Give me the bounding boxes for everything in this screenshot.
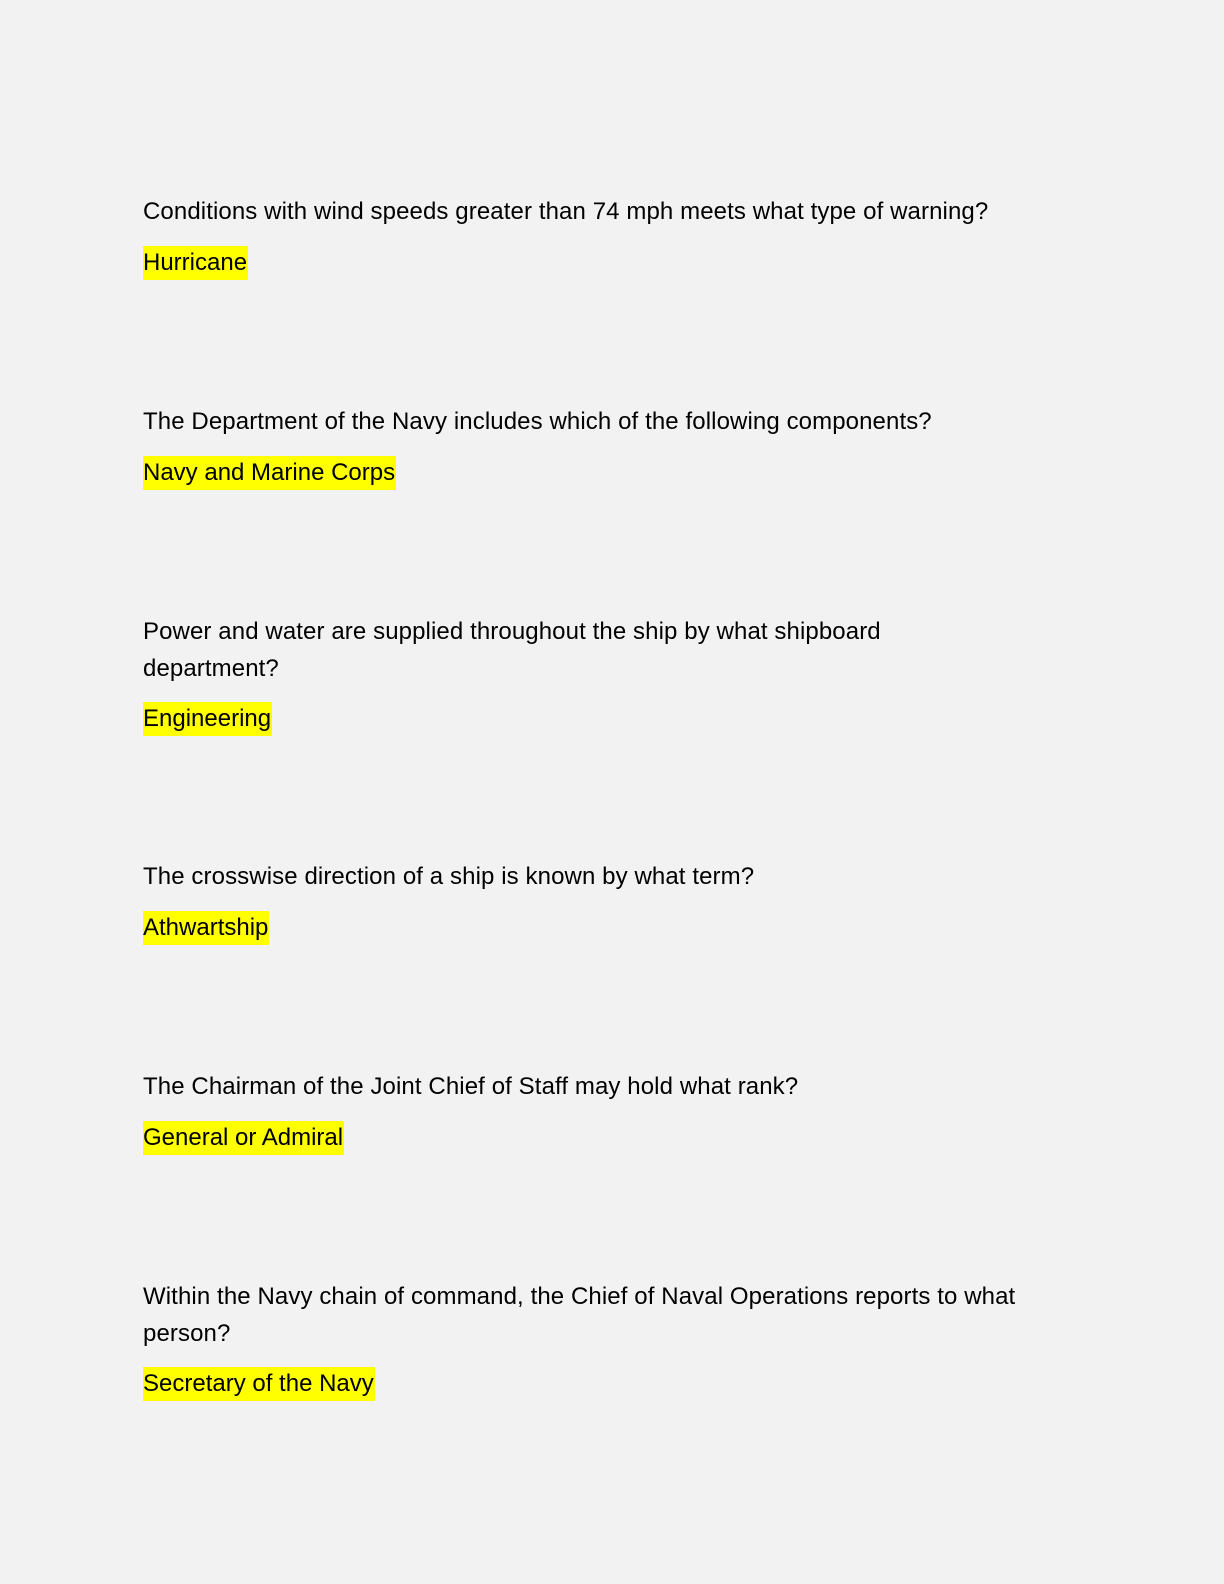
highlighted-answer: Secretary of the Navy	[143, 1367, 375, 1401]
qa-item-1	[143, 194, 1083, 280]
question-text: Within the Navy chain of command, the Chief of Naval Operations reports to what person?	[143, 1283, 1016, 1347]
highlighted-answer: General or Admiral	[143, 1121, 344, 1155]
question-text: The Department of the Navy includes which of the following components?	[143, 408, 932, 435]
question-text: Power and water are supplied throughout the ship by what shipboard department?	[143, 618, 881, 682]
question-text: The crosswise direction of a ship is known by what term?	[143, 863, 755, 890]
highlighted-answer: Navy and Marine Corps	[143, 456, 396, 490]
highlighted-answer: Hurricane	[143, 246, 248, 280]
qa-item-3	[143, 614, 943, 736]
qa-item-6	[143, 1279, 1083, 1401]
highlighted-answer: Engineering	[143, 702, 272, 736]
qa-item-2	[143, 404, 1083, 490]
qa-item-5	[143, 1069, 1083, 1155]
question-text: The Chairman of the Joint Chief of Staff may hold what rank?	[143, 1073, 799, 1100]
highlighted-answer: Athwartship	[143, 911, 269, 945]
qa-item-4	[143, 859, 1083, 945]
question-text: Conditions with wind speeds greater than 74 mph meets what type of warning?	[143, 198, 989, 225]
